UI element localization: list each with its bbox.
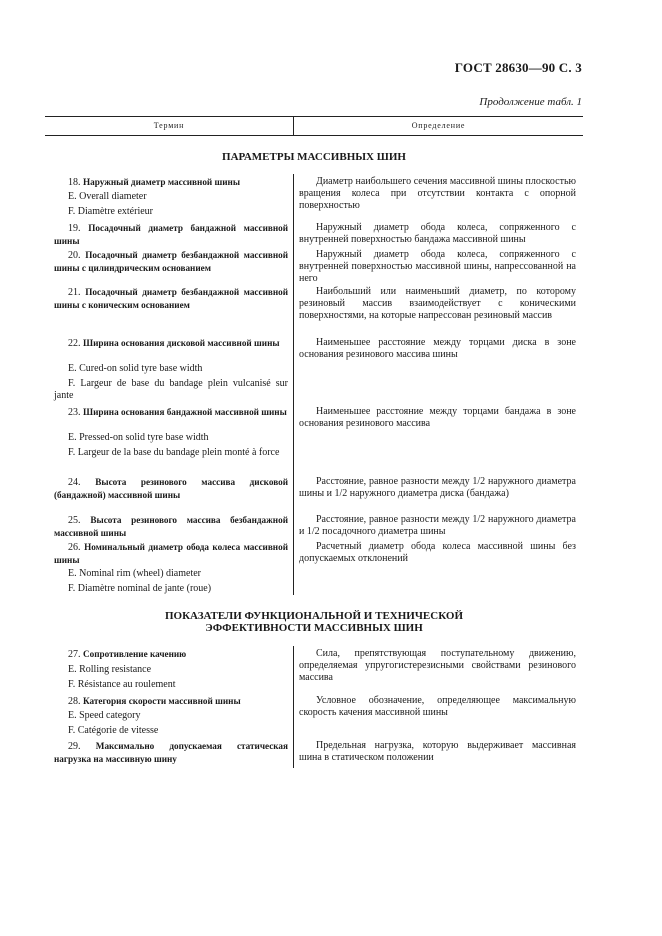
definition-19: Наружный диаметр обода колеса, сопряженного с внутренней поверхностью бандажа массивной шины [299, 222, 576, 245]
definition-20: Наружный диаметр обода колеса, сопряженного с внутренней поверхностью массивной шины, напрессованной на него [299, 249, 576, 284]
definition-27: Сила, препятствующая поступательному движению, определяемая упругогистерезисными свойствами резинового массива [299, 648, 576, 683]
term-name: Номинальный диаметр обода колеса массивной шины [54, 542, 288, 565]
table-header [45, 116, 583, 136]
section-title: ПАРАМЕТРЫ МАССИВНЫХ ШИН [222, 151, 406, 163]
term-24 [54, 476, 288, 502]
term-fr: F. Diamètre extérieur [68, 206, 153, 217]
definition-29: Предельная нагрузка, которую выдерживает массивная шина в статическом положении [299, 740, 576, 763]
term-en: E. Pressed-on solid tyre base width [68, 432, 209, 443]
term-number: 24. [68, 477, 81, 488]
column-divider [293, 646, 294, 768]
term-number: 28. [68, 696, 81, 707]
term-number: 19. [68, 223, 81, 234]
term-18 [54, 176, 288, 189]
term-fr: F. Catégorie de vitesse [68, 725, 159, 736]
term-name: Ширина основания дисковой массивной шины [83, 338, 280, 348]
term-name: Сопротивление качению [83, 649, 187, 659]
term-name: Высота резинового массива дисковой (бандажной) массивной шины [54, 477, 288, 500]
term-name: Ширина основания бандажной массивной шины [83, 407, 287, 417]
term-name: Посадочный диаметр безбандажной массивной шины с цилиндрическим основанием [54, 250, 289, 273]
term-name: Посадочный диаметр безбандажной массивной шины с коническим основанием [54, 287, 289, 310]
term-en: E. Rolling resistance [68, 664, 152, 675]
term-name: Максимально допускаемая статическая нагрузка на массивную шину [54, 741, 288, 764]
term-29 [54, 740, 288, 766]
term-fr: F. Diamètre nominal de jante (roue) [68, 583, 212, 594]
term-en: E. Cured-on solid tyre base width [68, 363, 203, 374]
term-21 [54, 286, 288, 312]
term-20 [54, 249, 288, 275]
term-number: 27. [68, 649, 81, 660]
column-divider [293, 174, 294, 595]
term-25 [54, 514, 288, 540]
definition-26: Расчетный диаметр обода колеса массивной шины без допускаемых отклонений [299, 541, 576, 564]
term-name: Посадочный диаметр бандажной массивной шины [54, 223, 289, 246]
term-number: 18. [68, 177, 81, 188]
term-28 [54, 695, 288, 708]
term-number: 29. [68, 741, 81, 752]
term-number: 21. [68, 287, 81, 298]
term-name: Категория скорости массивной шины [83, 696, 241, 706]
definition-21: Наибольший или наименьший диаметр, по которому резиновый массив взаимодействует с коническими поверхностями, на которые напрессован резиновый массив [299, 286, 576, 321]
column-header-term: Термин [45, 117, 294, 135]
section-title-line-1: ПОКАЗАТЕЛИ ФУНКЦИОНАЛЬНОЙ И ТЕХНИЧЕСКОЙ [164, 610, 464, 622]
term-number: 26. [68, 542, 81, 553]
term-number: 22. [68, 338, 81, 349]
term-26 [54, 541, 288, 567]
definition-25: Расстояние, равное разности между 1/2 наружного диаметра и 1/2 посадочного диаметра шины [299, 514, 576, 537]
term-23 [54, 406, 288, 419]
continuation-label: Продолжение табл. 1 [479, 96, 582, 108]
definition-28: Условное обозначение, определяющее максимальную скорость качения массивной шины [299, 695, 576, 718]
term-number: 23. [68, 407, 81, 418]
term-en: E. Nominal rim (wheel) diameter [68, 568, 202, 579]
term-fr: F. Largeur de base du bandage plein vulcanisé sur jante [54, 378, 288, 401]
definition-24: Расстояние, равное разности между 1/2 наружного диаметра шины и 1/2 наружного диаметра диска (бандажа) [299, 476, 576, 499]
term-fr: F. Largeur de la base du bandage plein monté à force [68, 447, 280, 458]
term-19 [54, 222, 288, 248]
term-en: E. Speed category [68, 710, 141, 721]
definition-22: Наименьшее расстояние между торцами диска в зоне основания резинового массива шины [299, 337, 576, 360]
definition-23: Наименьшее расстояние между торцами бандажа в зоне основания резинового массива [299, 406, 576, 429]
column-header-definition: Определение [411, 121, 466, 130]
term-fr: F. Résistance au roulement [68, 679, 176, 690]
term-number: 25. [68, 515, 81, 526]
term-name: Наружный диаметр массивной шины [83, 177, 241, 187]
definition-18: Диаметр наибольшего сечения массивной шины плоскостью вращения колеса при отсутствии контакта с опорной поверхностью [299, 176, 576, 211]
term-22 [54, 337, 288, 350]
term-en: E. Overall diameter [68, 191, 147, 202]
section-title-line-2: ЭФФЕКТИВНОСТИ МАССИВНЫХ ШИН [205, 622, 423, 634]
term-name: Высота резинового массива безбандажной массивной шины [54, 515, 288, 538]
term-number: 20. [68, 250, 81, 261]
page-header: ГОСТ 28630—90 С. 3 [454, 60, 582, 75]
term-27 [54, 648, 288, 661]
